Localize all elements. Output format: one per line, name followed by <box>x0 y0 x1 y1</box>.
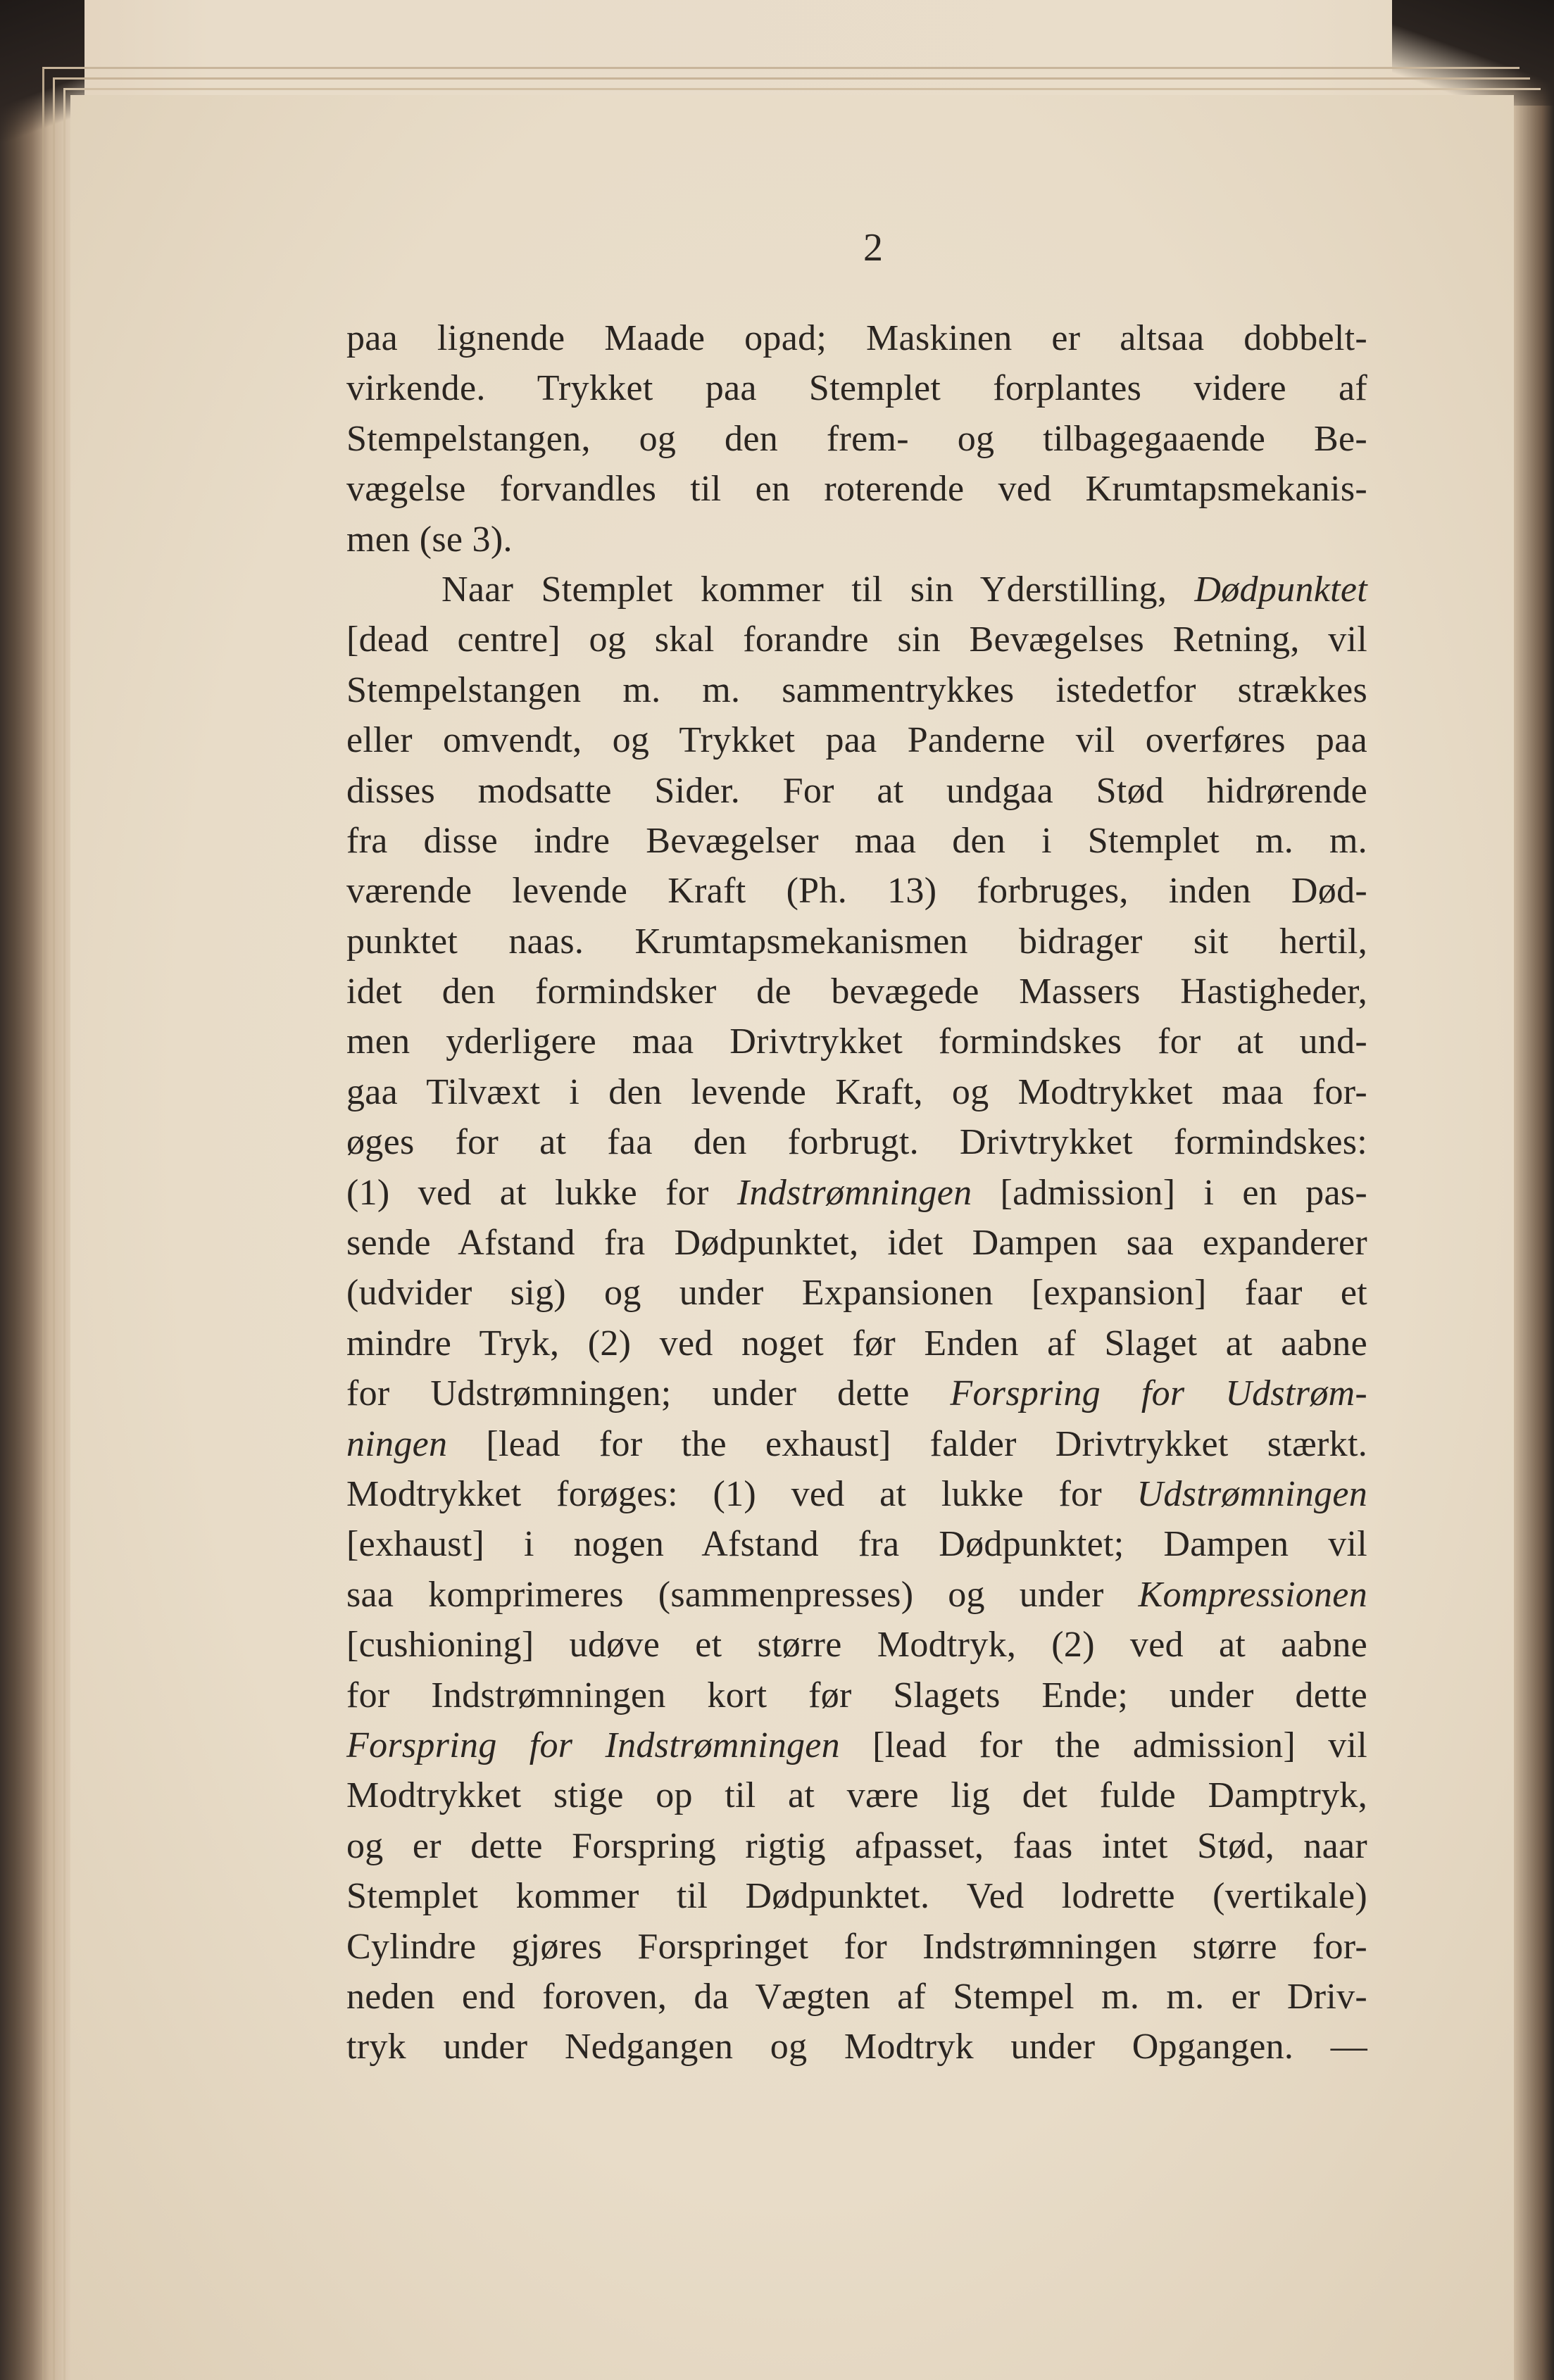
text-line <box>346 313 1367 363</box>
text-line <box>346 1519 1367 1569</box>
text-line <box>346 1067 1367 1117</box>
text-line <box>346 2022 1367 2072</box>
text-run: Modtrykket forøges: (1) ved at lukke for <box>346 1473 1137 1514</box>
text-line <box>346 1972 1367 2022</box>
text-run: værende levende Kraft (Ph. 13) forbruges, inden Død- <box>346 871 1367 912</box>
text-line <box>346 766 1367 816</box>
text-run: [lead for the exhaust] falder Drivtrykket stærkt. <box>447 1423 1367 1464</box>
text-line <box>346 866 1367 916</box>
text-run: Naar Stemplet kommer til sin Yderstilling, <box>441 569 1195 610</box>
text-run: men (se 3). <box>346 519 513 560</box>
text-line <box>346 615 1367 665</box>
text-line <box>346 1168 1367 1218</box>
text-line <box>346 1720 1367 1770</box>
text-line <box>346 1570 1367 1620</box>
text-line <box>346 665 1367 715</box>
text-run: Cylindre gjøres Forspringet for Indstrømningen større for- <box>346 1926 1367 1967</box>
text-line <box>346 1218 1367 1268</box>
text-run: og er dette Forspring rigtig afpasset, faas intet Stød, naar <box>346 1825 1367 1866</box>
text-line <box>346 1268 1367 1318</box>
text-run: fra disse indre Bevægelser maa den i Stemplet m. m. <box>346 820 1367 861</box>
text-line <box>346 1368 1367 1418</box>
text-run: paa lignende Maade opad; Maskinen er altsaa dobbelt- <box>346 318 1367 358</box>
text-line <box>346 1620 1367 1670</box>
italic-term: Dødpunktet <box>1194 569 1367 610</box>
text-run: gaa Tilvæxt i den levende Kraft, og Modtrykket maa for- <box>346 1071 1367 1112</box>
text-run: [admission] i en pas- <box>972 1172 1367 1213</box>
text-run: men yderligere maa Drivtrykket formindskes for at und- <box>346 1021 1367 1062</box>
text-line <box>346 917 1367 967</box>
text-line <box>346 1821 1367 1871</box>
italic-term: Indstrømningen <box>737 1172 972 1213</box>
text-run: punktet naas. Krumtapsmekanismen bidrager sit hertil, <box>346 921 1367 962</box>
text-run: [dead centre] og skal forandre sin Bevægelses Retning, vil <box>346 619 1367 660</box>
text-run: (udvider sig) og under Expansionen [expansion] faar et <box>346 1273 1367 1314</box>
text-line <box>346 816 1367 866</box>
text-run: for Udstrømningen; under dette <box>346 1373 951 1414</box>
text-line <box>346 1016 1367 1066</box>
text-run: neden end foroven, da Vægten af Stempel m. m. er Driv- <box>346 1976 1367 2017</box>
text-line <box>346 414 1367 464</box>
text-line <box>346 363 1367 413</box>
text-run: Modtrykket stige op til at være lig det fulde Damptryk, <box>346 1775 1367 1816</box>
italic-term: Udstrømningen <box>1136 1473 1367 1514</box>
text-line <box>346 1871 1367 1921</box>
text-line <box>346 1117 1367 1167</box>
text-line <box>346 1318 1367 1368</box>
italic-term: Forspring for Indstrømningen <box>346 1725 840 1765</box>
text-run: eller omvendt, og Trykket paa Panderne vil overføres paa <box>346 720 1367 761</box>
text-line <box>346 1922 1367 1972</box>
text-line <box>346 1670 1367 1720</box>
text-run: Stemplet kommer til Dødpunktet. Ved lodrette (vertikale) <box>346 1876 1367 1917</box>
italic-term: Kompressionen <box>1138 1574 1367 1615</box>
text-line <box>346 1770 1367 1820</box>
text-run: idet den formindsker de bevægede Massers Hastigheder, <box>346 971 1367 1012</box>
text-line <box>346 1469 1367 1519</box>
text-run: vægelse forvandles til en roterende ved Krumtapsmekanis- <box>346 469 1367 510</box>
text-line <box>346 715 1367 765</box>
text-run: øges for at faa den forbrugt. Drivtrykket formindskes: <box>346 1122 1367 1163</box>
text-run: [lead for the admission] vil <box>839 1725 1368 1765</box>
text-run: [exhaust] i nogen Afstand fra Dødpunktet; Dampen vil <box>346 1524 1367 1565</box>
text-run: (1) ved at lukke for <box>346 1172 737 1213</box>
text-run: tryk under Nedgangen og Modtryk under Opgangen. — <box>346 2027 1367 2067</box>
text-run: sende Afstand fra Dødpunktet, idet Dampen saa expanderer <box>346 1223 1367 1264</box>
text-run: Stempelstangen m. m. sammentrykkes istedetfor strækkes <box>346 669 1367 710</box>
text-run: virkende. Trykket paa Stemplet forplantes videre af <box>346 368 1367 409</box>
text-line <box>346 515 1367 565</box>
text-line <box>346 1419 1367 1469</box>
italic-term: ningen <box>346 1423 448 1464</box>
text-run: Stempelstangen, og den frem- og tilbagegaaende Be- <box>346 418 1367 459</box>
page-number: 2 <box>863 226 883 270</box>
text-line <box>346 464 1367 514</box>
text-line <box>346 967 1367 1016</box>
text-run: disses modsatte Sider. For at undgaa Stød hidrørende <box>346 770 1367 811</box>
text-run: saa komprimeres (sammenpresses) og under <box>346 1574 1139 1615</box>
text-run: mindre Tryk, (2) ved noget før Enden af Slaget at aabne <box>346 1323 1367 1364</box>
body-text <box>346 313 1367 2072</box>
text-line <box>346 565 1367 615</box>
text-run: [cushioning] udøve et større Modtryk, (2) ved at aabne <box>346 1625 1367 1666</box>
italic-term: Forspring for Udstrøm- <box>950 1373 1367 1414</box>
text-run: for Indstrømningen kort før Slagets Ende; under dette <box>346 1675 1367 1715</box>
